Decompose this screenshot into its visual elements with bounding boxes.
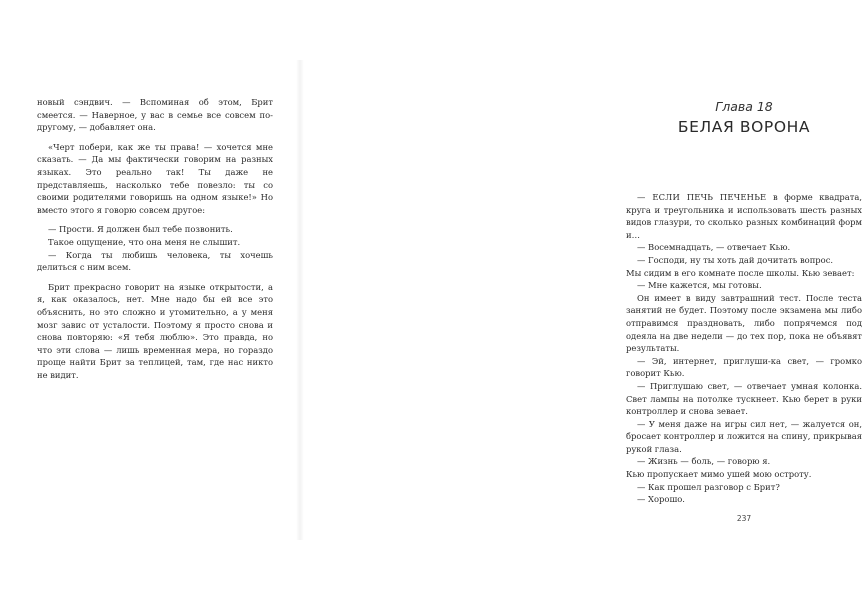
left-paragraph-1: новый сэндвич. — Вспоминая об этом, Брит смеется. — Наверное, у вас в семье все совсем по-другому, — добавляет она. <box>37 97 273 133</box>
right-paragraph-12: — Хорошо. <box>637 494 685 505</box>
right-page <box>300 0 862 600</box>
left-paragraph-5: — Когда ты любишь человека, ты хочешь делиться с ним всем. <box>37 249 273 273</box>
first-paragraph-rest: в форме квадрата, круга и треугольника и использовать шесть разных видов глазури, то сколько разных комбинаций форм и… <box>626 192 862 240</box>
right-paragraph-5: Он имеет в виду завтрашний тест. После теста занятий не будет. Поэтому после экзамена мы либо отправимся праздновать, либо попрячемся под одеяла на две недели — до тех пор, пока не объявят результаты. <box>626 292 862 354</box>
right-paragraph-9: — Жизнь — боль, — говорю я. <box>637 456 771 467</box>
right-paragraph-10: Кью пропускает мимо ушей мою остроту. <box>626 469 812 480</box>
right-paragraph-3: Мы сидим в его комнате после школы. Кью зевает: <box>626 267 855 278</box>
chapter-number: Глава 18 <box>715 99 773 114</box>
left-paragraph-3: — Прости. Я должен был тебе позвонить. <box>48 224 233 235</box>
right-paragraph-6: — Эй, интернет, приглуши-ка свет, — громко говорит Кью. <box>626 355 862 379</box>
left-paragraph-6: Брит прекрасно говорит на языке открытости, а я, как оказалось, нет. Мне надо бы ей все это объяснить, но это сложно и утомительно, а у меня мозг завис от усталости. Поэтому я просто снова и снова повторяю: «Я тебя люблю». Это правда, но что эти слова — лишь временная мера, но гораздо проще найти Брит за теплицей, там, где нас никто не видит. <box>37 281 273 380</box>
right-paragraph-11: — Как прошел разговор с Брит? <box>637 481 780 492</box>
right-paragraph-4: — Мне кажется, мы готовы. <box>637 280 762 291</box>
right-first-paragraph <box>626 191 862 241</box>
chapter-lead-in: — ЕСЛИ ПЕЧЬ ПЕЧЕНЬЕ <box>637 192 767 202</box>
left-page <box>0 0 300 600</box>
left-paragraph-2: «Черт побери, как же ты права! — хочется мне сказать. — Да мы фактически говорим на разных языках. Это реально так! Ты даже не представляешь, насколько тебе повезло: ты со своими родителями говоришь на одном языке!» Но вместо этого я говорю совсем другое: <box>37 141 273 215</box>
right-paragraph-1: — Восемнадцать, — отвечает Кью. <box>637 242 791 253</box>
page-number: 237 <box>736 514 752 523</box>
left-page-body <box>37 96 273 381</box>
right-paragraph-8: — У меня даже на игры сил нет, — жалуется он, бросает контроллер и ложится на спину, прикрывая рукой глаза. <box>626 418 862 454</box>
chapter-title: БЕЛАЯ ВОРОНА <box>677 118 811 136</box>
left-paragraph-4: Такое ощущение, что она меня не слышит. <box>48 236 241 247</box>
right-paragraph-7: — Приглушаю свет, — отвечает умная колонка. Свет лампы на потолке тускнеет. Кью берет в руки контроллер и снова зевает. <box>626 380 862 417</box>
right-paragraph-2: — Господи, ну ты хоть дай дочитать вопрос. <box>637 254 834 265</box>
right-page-body <box>626 191 862 506</box>
